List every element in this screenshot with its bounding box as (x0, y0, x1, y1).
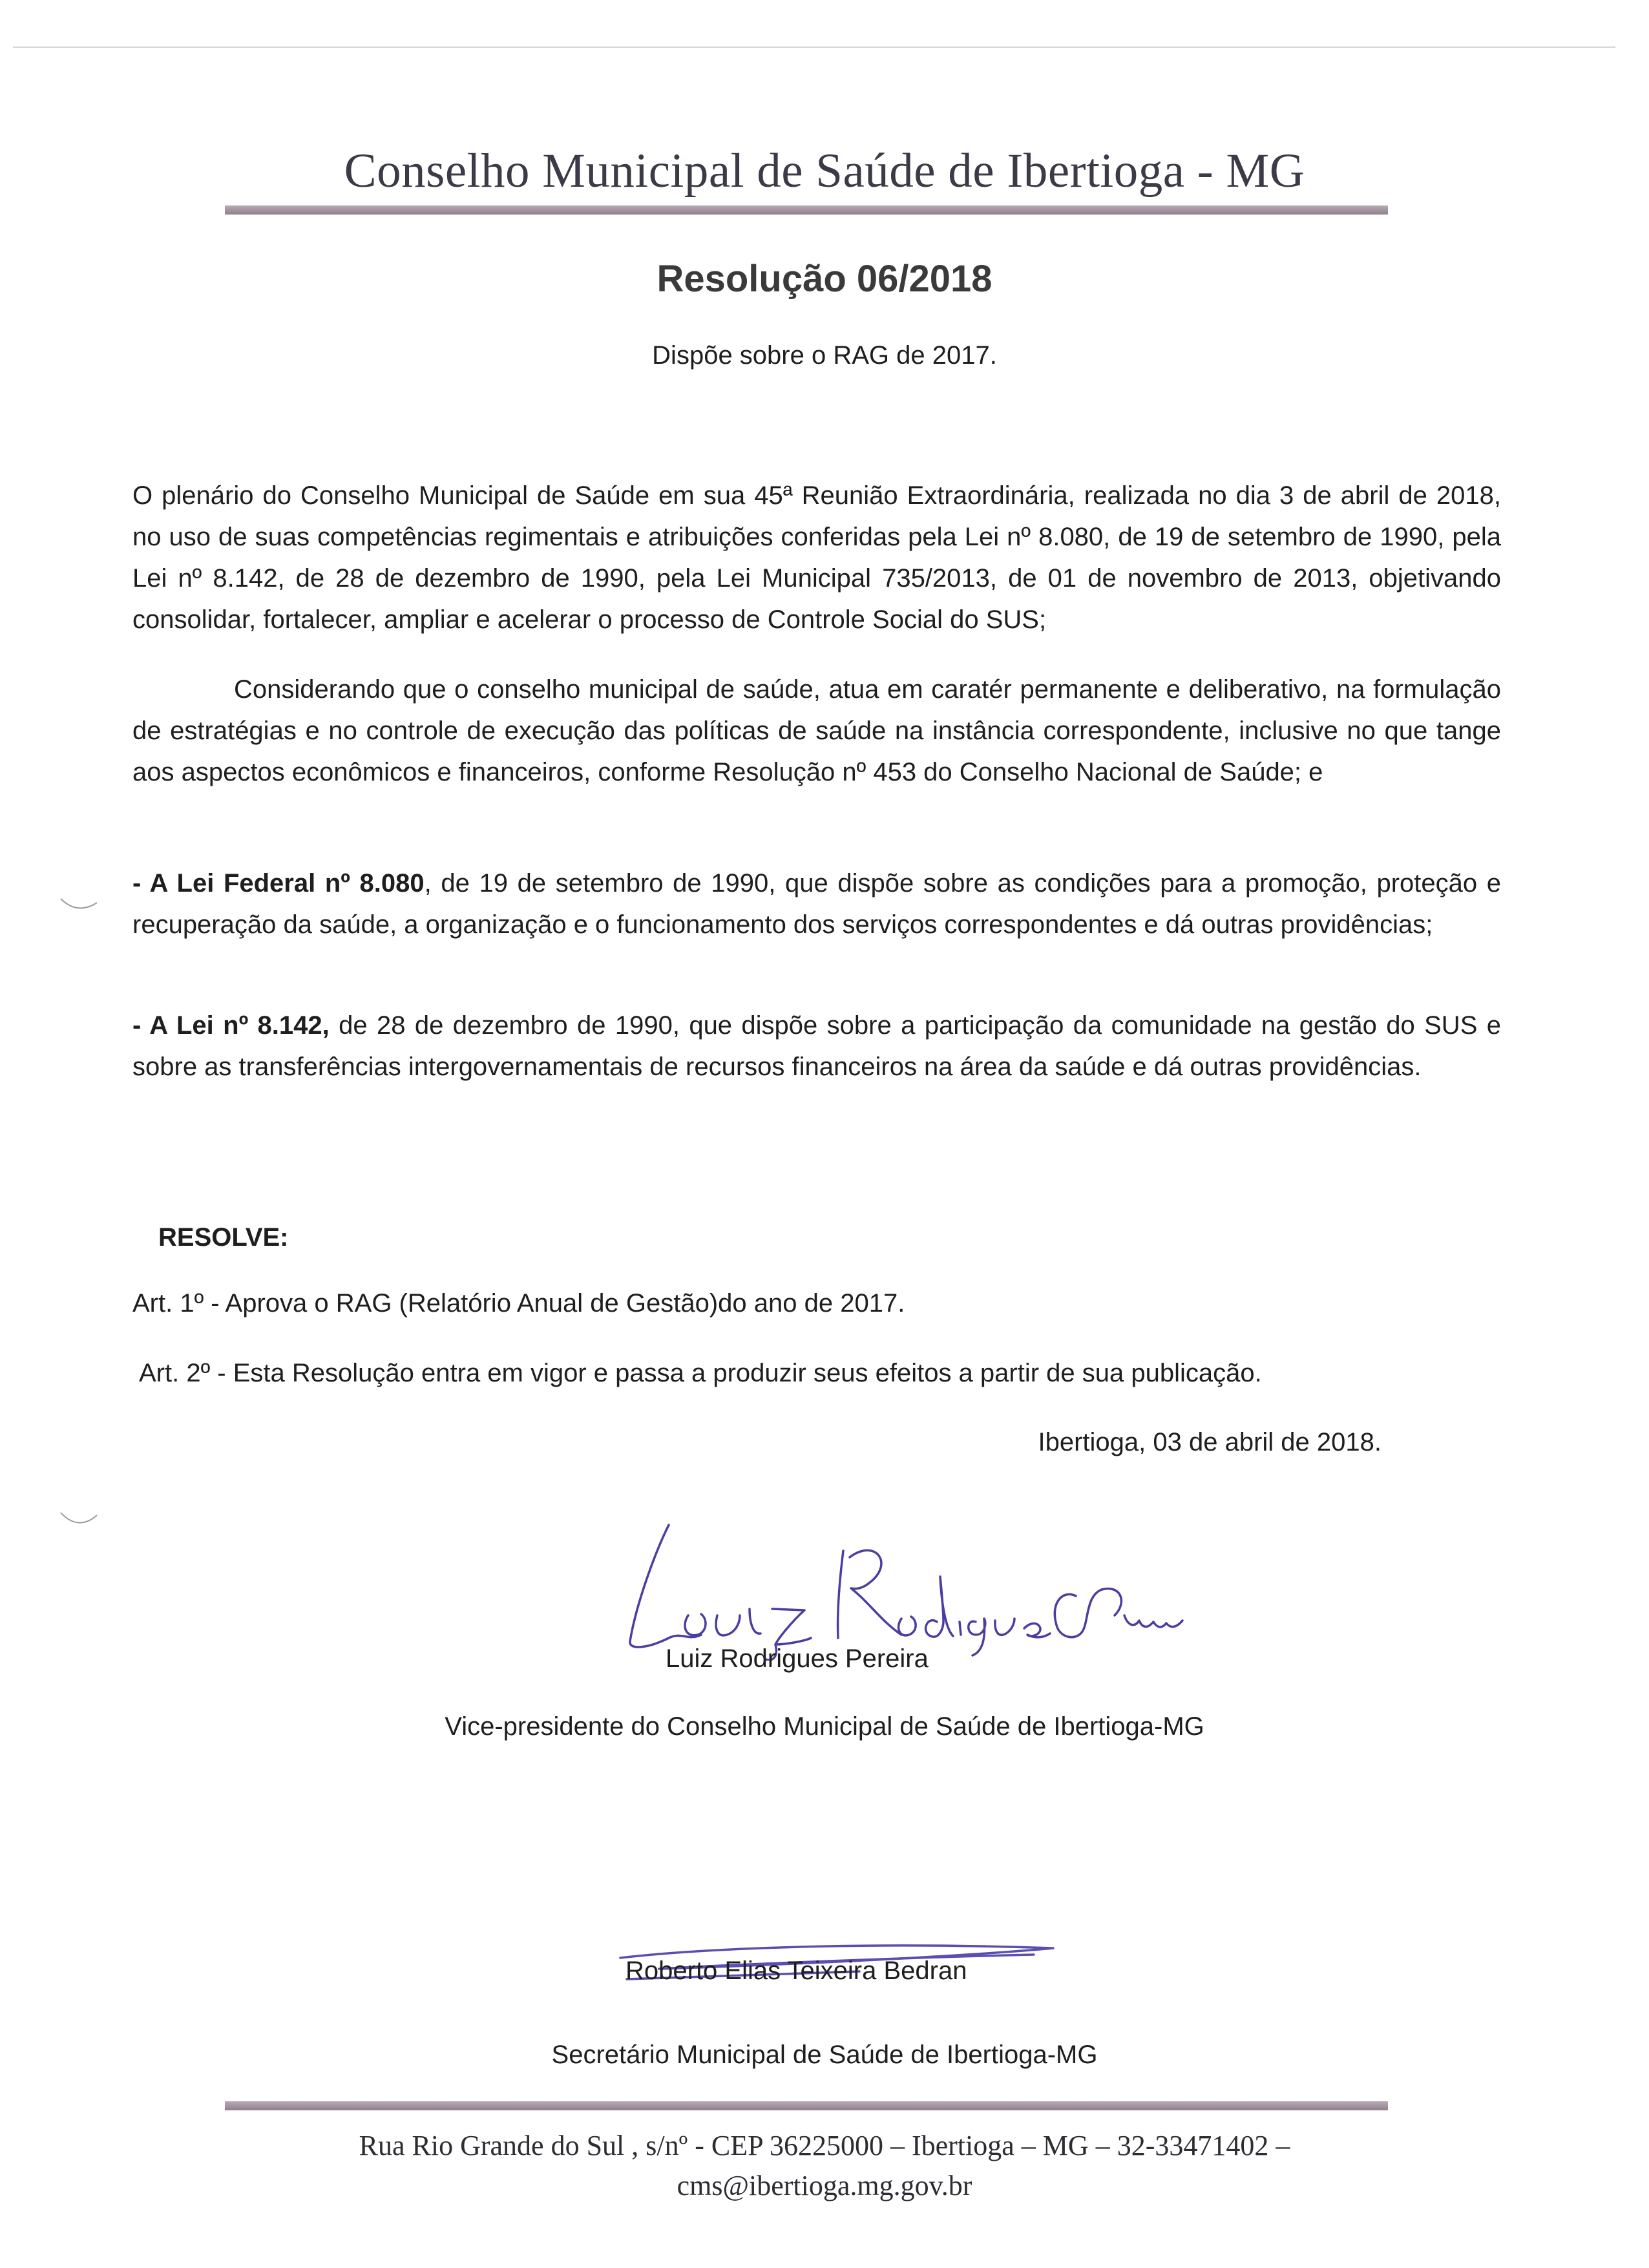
footer-address: Rua Rio Grande do Sul , s/nº - CEP 36225000 – Ibertioga – MG – 32-33471402 – (359, 2130, 1290, 2161)
letterhead-rule-bottom (225, 2101, 1388, 2110)
intro-paragraph: O plenário do Conselho Municipal de Saúde em sua 45ª Reunião Extraordinária, realizada no dia 3 de abril de 2018, no uso de suas competências regimentais e atribuições conferidas pela Lei nº 8.080, de 19 de setembro de 1990, pela Lei nº 8.142, de 28 de dezembro de 1990, pela Lei Municipal 735/2013, de 01 de novembro de 2013, objetivando consolidar, fortalecer, ampliar e acelerar o processo de Controle Social do SUS; (132, 481, 1501, 634)
scan-mark (59, 1509, 98, 1528)
law-8142-text: de 28 de dezembro de 1990, que dispõe sobre a participação da comunidade na gestão do SUS e sobre as transferências intergovernamentais de recursos financeiros na área da saúde e dá outras providências. (132, 1011, 1501, 1081)
law-8080-reference: - A Lei Federal nº 8.080 (132, 869, 425, 898)
signatory-1-role: Vice-presidente do Conselho Municipal de Saúde de Ibertioga-MG (445, 1712, 1204, 1741)
letterhead-title: Conselho Municipal de Saúde de Ibertioga - MG (344, 144, 1305, 198)
article-2: Art. 2º - Esta Resolução entra em vigor e passa a produzir seus efeitos a partir de sua publicação. (139, 1359, 1262, 1387)
resolution-subject: Dispõe sobre o RAG de 2017. (652, 341, 997, 370)
article-1: Art. 1º - Aprova o RAG (Relatório Anual de Gestão)do ano de 2017. (132, 1289, 905, 1318)
resolve-label: RESOLVE: (158, 1223, 289, 1252)
footer-email: cms@ibertioga.mg.gov.br (677, 2170, 972, 2201)
law-8142-paragraph (132, 1005, 1501, 1087)
signature-luiz-rodrigues-pereira (611, 1512, 1257, 1661)
place-and-date: Ibertioga, 03 de abril de 2018. (1038, 1428, 1381, 1456)
footer-contact (0, 2126, 1649, 2206)
law-8142-reference: - A Lei nº 8.142, (132, 1011, 330, 1040)
signatory-2-role: Secretário Municipal de Saúde de Ibertioga-MG (551, 2041, 1098, 2069)
considering-paragraph: Considerando que o conselho municipal de saúde, atua em caratér permanente e deliberativo, na formulação de estratégias e no controle de execução das políticas de saúde na instância correspondente, inclusive no que tange aos aspectos econômicos e financeiros, conforme Resolução nº 453 do Conselho Nacional de Saúde; e (132, 675, 1501, 786)
signatory-2-name: Roberto Elias Teixeira Bedran (625, 1957, 967, 1985)
scan-mark (59, 895, 98, 914)
law-8080-text: , de 19 de setembro de 1990, que dispõe sobre as condições para a promoção, proteção e recuperação da saúde, a organização e o funcionamento dos serviços correspondentes e dá outras providências; (132, 869, 1501, 939)
letterhead-rule-top (225, 205, 1388, 215)
signatory-1-name: Luiz Rodrigues Pereira (666, 1644, 929, 1673)
law-8080-paragraph (132, 863, 1501, 945)
scan-edge-line (13, 47, 1615, 48)
resolution-title: Resolução 06/2018 (656, 258, 993, 300)
